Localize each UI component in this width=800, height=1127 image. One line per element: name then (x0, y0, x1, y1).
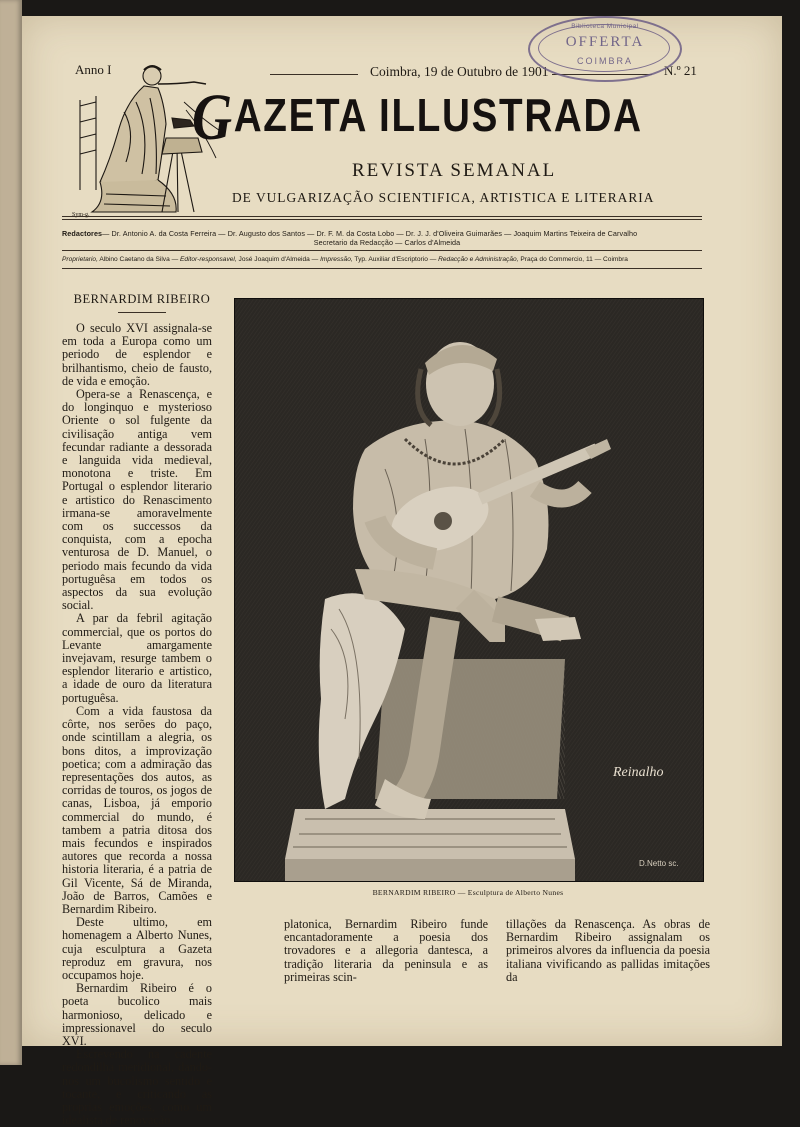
engraver-signature: D.Netto sc. (639, 859, 679, 868)
heading-rule (118, 312, 166, 313)
paragraph-3: A par da febril agitação commercial, que os portos do Levante amargamente invejavam, resurge tambem o esplendor literario e artistico, a idade de ouro da literatura portuguêsa. (62, 611, 212, 705)
stamp-library-text: Biblioteca Municipal (571, 23, 639, 30)
article-column-2: platonica, Bernardim Ribeiro funde encantadoramente a poesia dos trovadores e a allegoria dantesca, a tradição literaria da peninsula e as primeiras scin- (284, 917, 488, 984)
staff-rule-bottom (62, 268, 702, 269)
engraving-illustration (234, 298, 704, 882)
previous-page-edge (0, 0, 22, 1065)
sculptor-signature: Reinalho (613, 765, 664, 780)
paragraph-1: O seculo XVI assignala-se em toda a Europa como um periodo de esplendor e brilhantismo, cheio de fausto, de vida e emoção. (62, 321, 212, 388)
proprietario-name: Albino Caetano da Silva — (97, 256, 181, 263)
redaccao-label: Redacção e Administração, (438, 256, 519, 263)
issue-number: N.º 21 (664, 63, 697, 78)
library-stamp (528, 16, 682, 82)
stamp-offerta-text: OFFERTA (565, 34, 645, 50)
date-rule-left (270, 74, 358, 75)
redactores-names: — Dr. Antonio A. da Costa Ferreira — Dr. Augusto dos Santos — Dr. F. M. da Costa Lobo — Dr. J. J. d'Oliveira Guimarães — Joaquim Martins Teixeira de Carvalho (102, 229, 638, 238)
paragraph-7: Escrevendo na cadente redondilha meridional, dando-nos um bucolismo sentido e tocante, e criticando as proprias emoções, como um idealista de renovação (62, 1047, 212, 1127)
article-column-3: tillações da Renascença. As obras de Bernardim Ribeiro assignalam os primeiros alvores da influencia da poesia italiana vivificando as pallidas imitações da (506, 917, 710, 984)
masthead-subtitle-2: DE VULGARIZAÇÃO SCIENTIFICA, ARTISTICA E LITERARIA (232, 190, 655, 205)
editor-name: José Joaquim d'Almeida — (236, 256, 321, 263)
redactores-line (62, 229, 712, 238)
illustration-caption: BERNARDIM RIBEIRO — Esculptura de Alberto Nunes (372, 888, 564, 897)
stamp-city-text: COIMBRA (576, 56, 633, 66)
editor-label: Editor-responsavel, (180, 256, 237, 263)
impressao-name: Typ. Auxiliar d'Escriptorio — (352, 256, 439, 263)
issue-date: Coimbra, 19 de Outubro de 1901 (370, 64, 549, 79)
staff-rule (62, 250, 702, 251)
masthead-title-text: AZETA ILLUSTRADA (233, 89, 643, 141)
impressao-label: Impressão, (320, 256, 353, 263)
masthead-rule-1 (62, 216, 702, 217)
article-column-1 (62, 321, 212, 1127)
redaccao-address: Praça do Commercio, 11 — Coimbra (518, 256, 628, 263)
publisher-line (62, 256, 712, 263)
masthead-rule-2 (62, 219, 702, 220)
statue-engraving (235, 299, 703, 881)
article-heading: BERNARDIM RIBEIRO (73, 292, 211, 306)
paragraph-5: Deste ultimo, em homenagem a Alberto Nunes, cuja esculptura a Gazeta reproduz em gravura, nos occupamos hoje. (62, 915, 212, 982)
masthead-subtitle: REVISTA SEMANAL (352, 160, 557, 181)
secretario-line: Secretario da Redacção — Carlos d'Almeida (313, 238, 461, 247)
masthead-title (192, 80, 643, 156)
paragraph-6: Bernardim Ribeiro é o poeta bucolico mais harmonioso, delicado e impressionavel do seculo XVI. (62, 981, 212, 1048)
engraver-mark: Sym-g. (72, 212, 90, 218)
issue-year: Anno I (75, 62, 112, 77)
redactores-label: Redactores (62, 229, 103, 238)
paragraph-4: Com a vida faustosa da côrte, nos serões do paço, onde scintillam a alegria, os bons ditos, a improvização poetica; com a admiração das representações dos autos, as corridas de touros, os jogos de canas, Lisboa, já emporio commercial do mundo, é tambem a patria ditosa dos mais fecundos e inspirados autores que recorda a nossa historia literaria, é a patria de Gil Vicente, Sá de Miranda, João de Barros, Camões e Bernardim Ribeiro. (62, 703, 212, 916)
masthead-initial: G (192, 81, 234, 154)
proprietario-label: Proprietario, (62, 256, 98, 263)
paragraph-2: Opera-se a Renascença, e do longinquo e mysterioso Oriente o sol fulgente da civilisação antiga vem fecundar radiante a dessorada e languida vida medieval, monotona e triste. Em Portugal o esplendor literario e artistico do Renascimento irmana-se amoravelmente com os successos da conquista, com a epocha venturosa de D. Manuel, o periodo mais fecundo da vida portuguêsa em todos os aspectos da sua evolução social. (62, 387, 212, 613)
